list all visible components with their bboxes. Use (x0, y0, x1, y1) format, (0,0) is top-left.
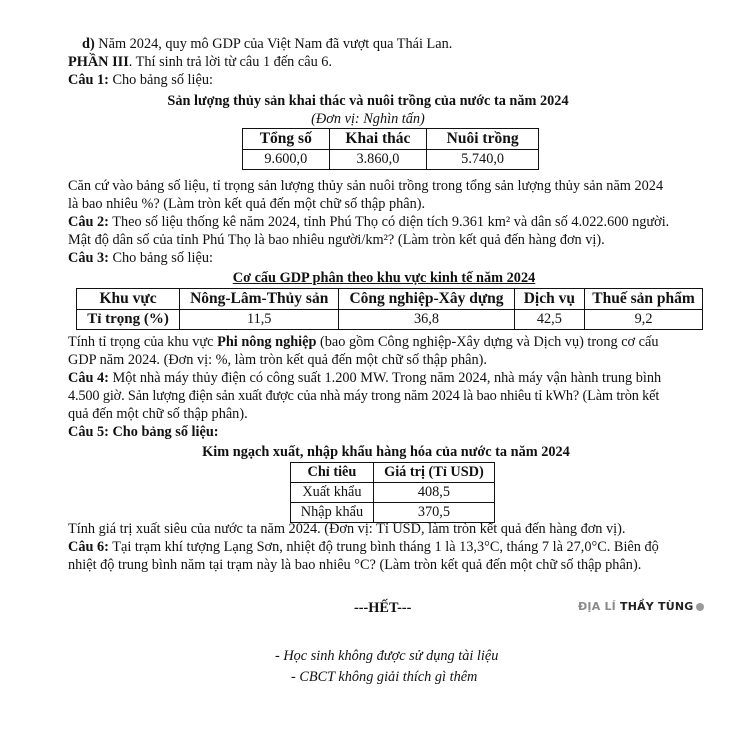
end-mark: ---HẾT--- (354, 600, 412, 616)
q1-unit: (Đơn vị: Nghìn tấn) (311, 111, 425, 127)
q1-line (68, 72, 728, 89)
q3-text-1a: Tính tỉ trọng của khu vực (68, 334, 218, 350)
q5-header-cell: Chỉ tiêu (291, 463, 374, 483)
q6-text-2: nhiệt độ trung bình năm tại trạm này là bao nhiêu °C? (Làm tròn kết quả đến một chữ số thập phân). (68, 557, 642, 573)
q6-line-1 (68, 539, 728, 556)
q2-text-2: Mật độ dân số của tỉnh Phú Thọ là bao nhiêu người/km²? (Làm tròn kết quả đến hàng đơn vị). (68, 232, 605, 248)
q3-text-2: GDP năm 2024. (Đơn vị: %, làm tròn kết quả đến một chữ số thập phân). (68, 352, 487, 368)
q3-header-cell: Dịch vụ (514, 289, 584, 310)
q1-value-cell: 5.740,0 (427, 150, 539, 170)
q4-text-2: 4.500 giờ. Sản lượng điện sản xuất được của nhà máy trong năm 2024 là bao nhiêu tỉ kWh? (Làm tròn kết (68, 388, 660, 404)
q5-row-label: Xuất khẩu (291, 483, 374, 503)
brand-logo (578, 600, 704, 613)
q1-value-cell: 9.600,0 (243, 150, 330, 170)
q3-header-cell: Khu vực (77, 289, 180, 310)
part-3-label: PHẦN III (68, 54, 129, 70)
q3-header-cell: Thuế sản phẩm (585, 289, 703, 310)
q4-line-1 (68, 370, 728, 387)
line-d (82, 36, 742, 53)
q5-label: Câu 5: Cho bảng số liệu: (68, 424, 219, 440)
part-3-heading (68, 54, 728, 71)
q3-table-title-text: Cơ cấu GDP phân theo khu vực kinh tế năm 2024 (232, 270, 536, 286)
q5-text-1: Tính giá trị xuất siêu của nước ta năm 2024. (Đơn vị: Tỉ USD, làm tròn kết quả đến hàng đơn vị). (68, 521, 626, 537)
q1-header-cell: Nuôi trồng (427, 129, 539, 150)
q5-row-label: Nhập khẩu (291, 503, 374, 523)
q4-text-1: Một nhà máy thủy điện có công suất 1.200 MW. Trong năm 2024, nhà máy vận hành trung bình (108, 370, 662, 386)
q4-label: Câu 4: (68, 370, 109, 386)
q1-table-title: Sản lượng thủy sản khai thác và nuôi trồng của nước ta năm 2024 (167, 93, 569, 109)
q1-table (242, 128, 539, 170)
q1-intro: Cho bảng số liệu: (108, 72, 213, 88)
q2-text-1: Theo số liệu thống kê năm 2024, tỉnh Phú Thọ có diện tích 9.361 km² và dân số 4.022.600 người. (108, 214, 670, 230)
q5-row-value: 370,5 (373, 503, 494, 523)
q3-value-cell: 11,5 (180, 310, 339, 330)
q3-table (76, 288, 703, 330)
q1-text-1: Căn cứ vào bảng số liệu, tỉ trọng sản lượng thủy sản nuôi trồng trong tổng sản lượng thủy sản năm 2024 (68, 178, 664, 194)
q1-label: Câu 1: (68, 72, 109, 88)
q2-line-1 (68, 214, 728, 231)
line-d-text: Năm 2024, quy mô GDP của Việt Nam đã vượt qua Thái Lan. (94, 36, 453, 52)
footer-note-2: - CBCT không giải thích gì thêm (291, 669, 478, 685)
q1-header-cell: Khai thác (329, 129, 427, 150)
part-3-text: . Thí sinh trả lời từ câu 1 đến câu 6. (128, 54, 333, 70)
q3-value-cell: 42,5 (514, 310, 584, 330)
q3-text-1c: (bao gồm Công nghiệp-Xây dựng và Dịch vụ) trong cơ cấu (316, 334, 659, 350)
q5-header-cell: Giá trị (Tỉ USD) (373, 463, 494, 483)
q1-header-cell: Tổng số (243, 129, 330, 150)
q3-table-title (68, 270, 747, 287)
q1-text-2: là bao nhiêu %? (Làm tròn kết quả đến một chữ số thập phân). (68, 196, 426, 212)
q3-label: Câu 3: (68, 250, 109, 266)
q3-intro: Cho bảng số liệu: (108, 250, 213, 266)
logo-part-1: ĐỊA LÍ (578, 600, 620, 613)
q3-header-cell: Nông-Lâm-Thủy sản (180, 289, 339, 310)
q6-label: Câu 6: (68, 539, 109, 555)
footer-note-1: - Học sinh không được sử dụng tài liệu (275, 648, 499, 664)
q3-header-cell: Công nghiệp-Xây dựng (339, 289, 514, 310)
q3-row-label: Tỉ trọng (%) (77, 310, 180, 330)
q3-text-1b: Phi nông nghiệp (217, 334, 317, 350)
q5-table-title (68, 444, 728, 461)
logo-dot-icon (696, 603, 704, 611)
logo-part-2: THẦY TÙNG (619, 600, 694, 613)
q5-table-title-text: Kim ngạch xuất, nhập khẩu hàng hóa của nước ta năm 2024 (202, 444, 570, 460)
q5-row-value: 408,5 (373, 483, 494, 503)
q3-text-1 (68, 334, 728, 351)
q5-table (290, 462, 495, 523)
q4-text-3: quả đến một chữ số thập phân). (68, 406, 248, 422)
q6-text-1: Tại trạm khí tượng Lạng Sơn, nhiệt độ trung bình tháng 1 là 13,3°C, tháng 7 là 27,0°C. Biên độ (108, 539, 659, 555)
q3-line (68, 250, 728, 267)
q1-value-cell: 3.860,0 (329, 150, 427, 170)
q3-value-cell: 9,2 (585, 310, 703, 330)
q2-label: Câu 2: (68, 214, 109, 230)
line-d-label: d) (82, 36, 95, 52)
q3-value-cell: 36,8 (339, 310, 514, 330)
